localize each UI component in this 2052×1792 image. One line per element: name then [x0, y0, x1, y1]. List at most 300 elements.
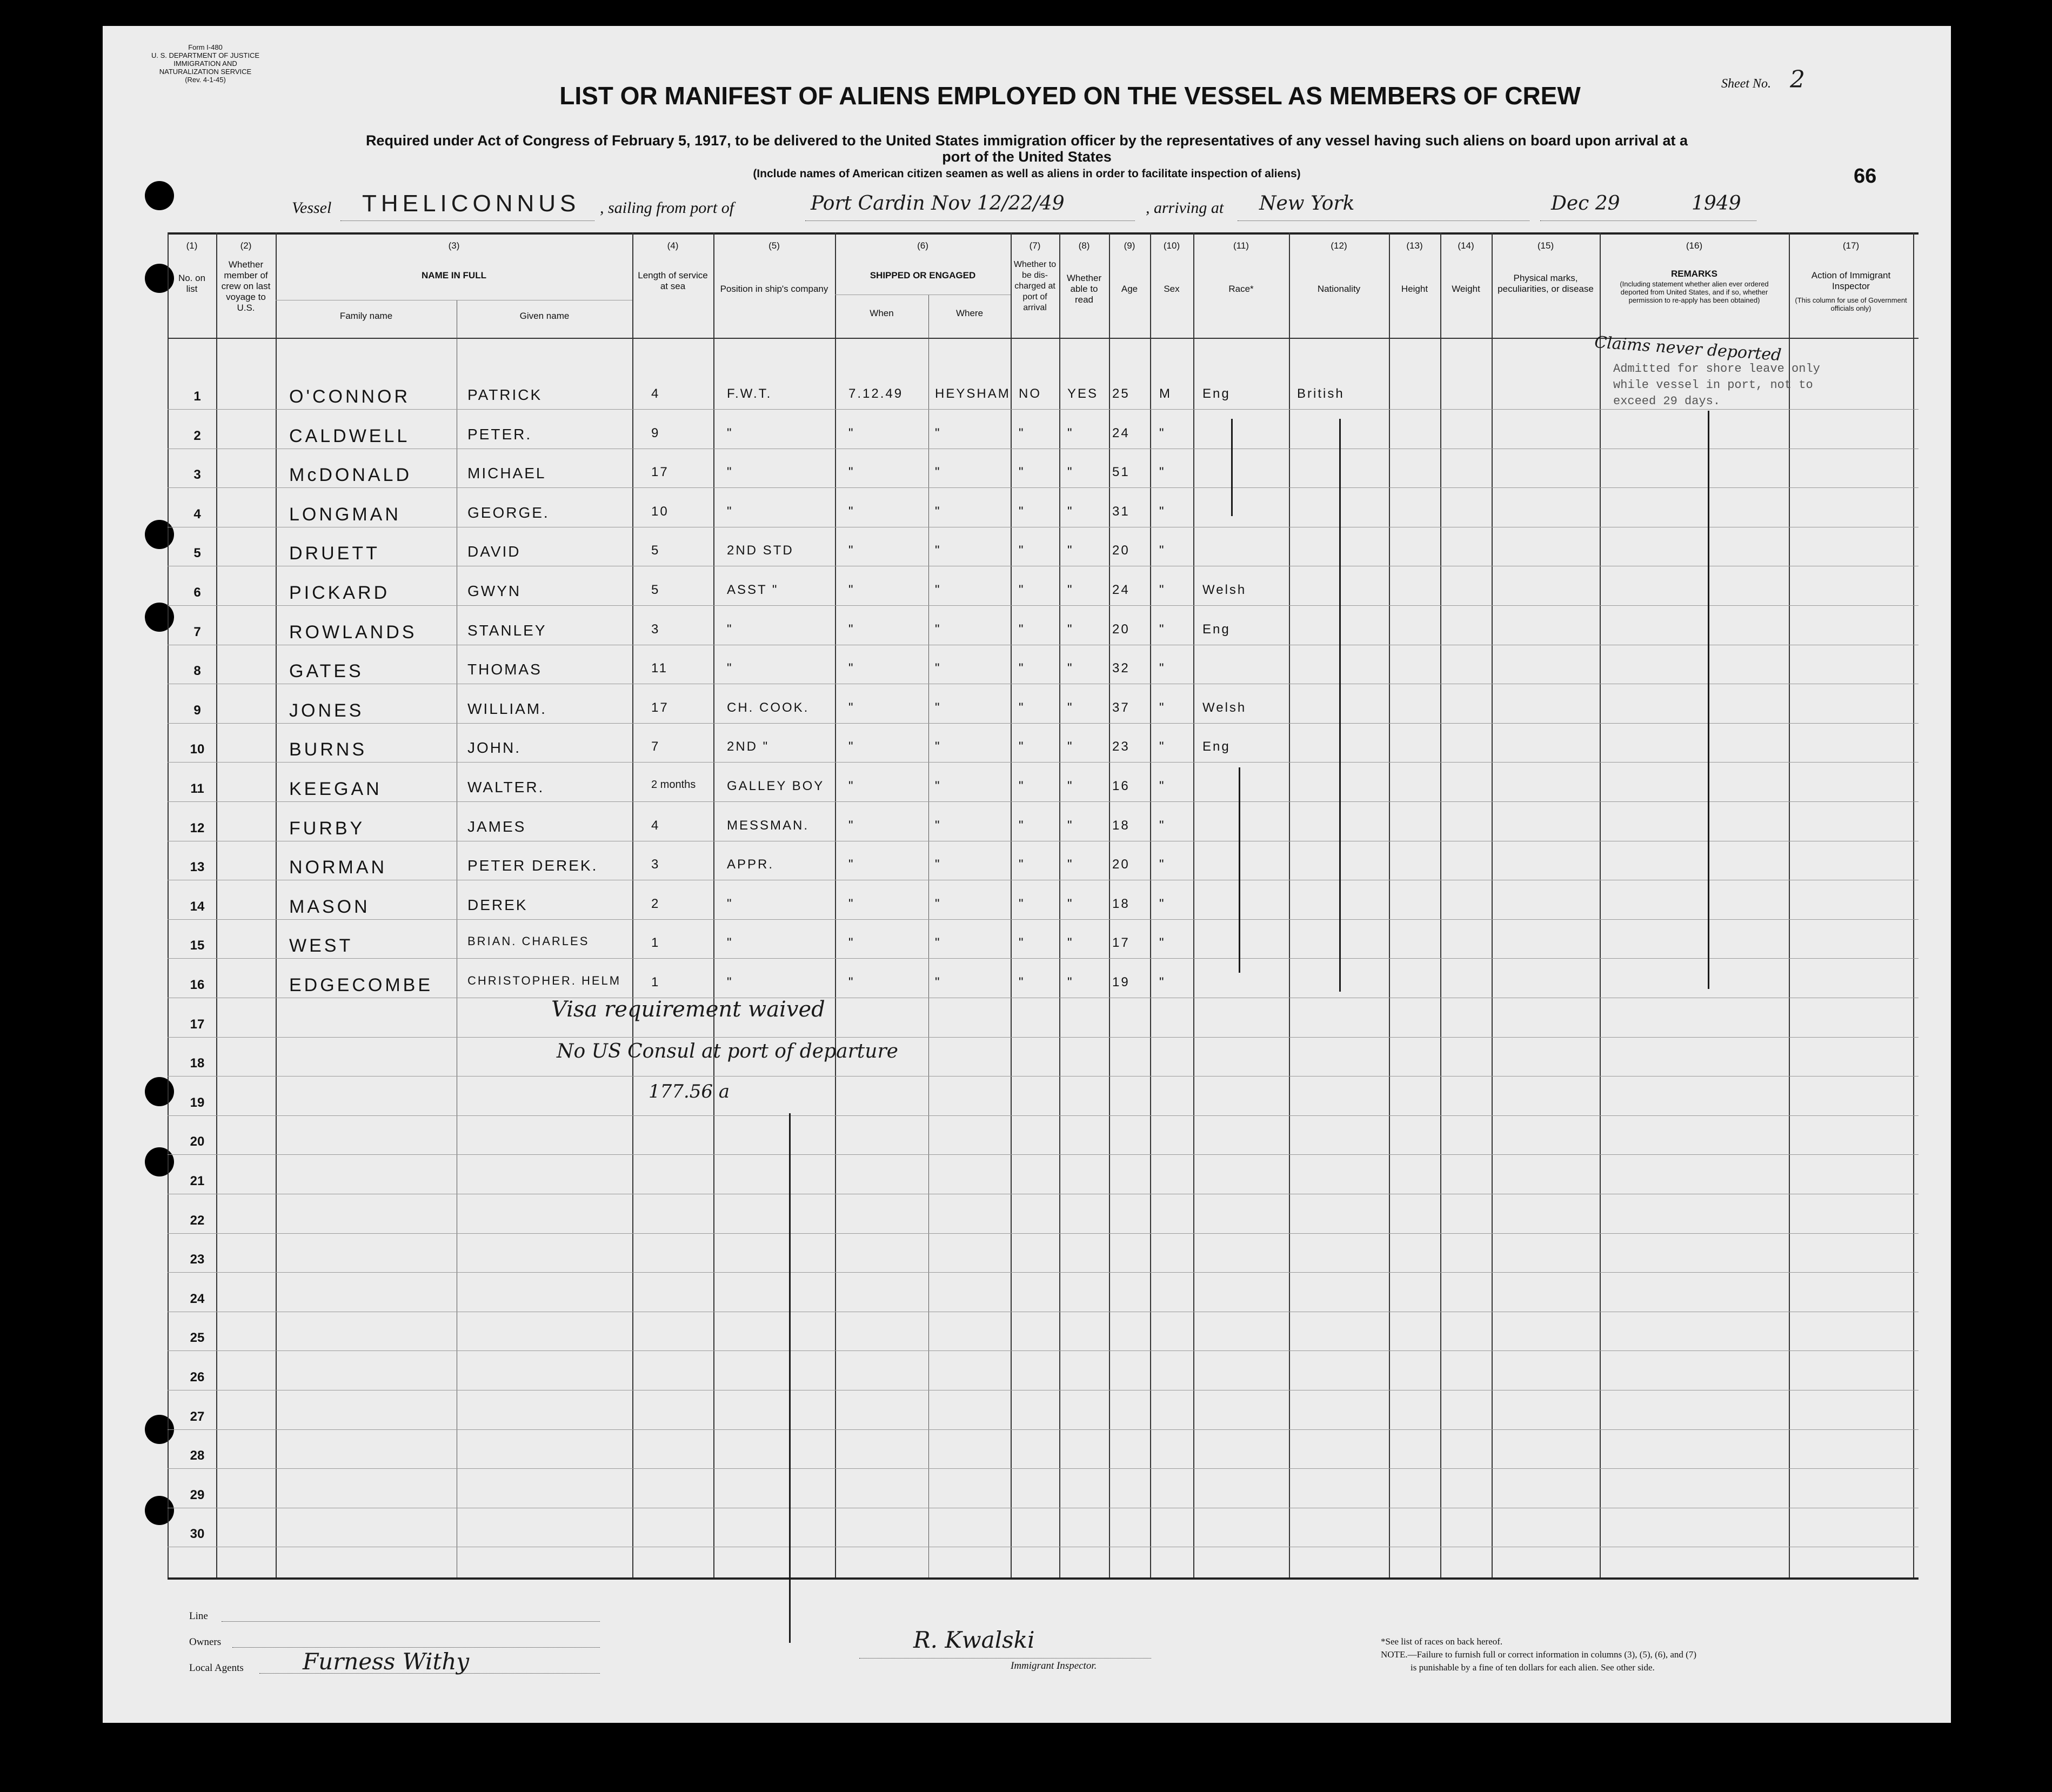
punch-hole	[145, 181, 174, 210]
crew-service-length: 1	[651, 975, 660, 989]
crew-shipped-when: "	[848, 425, 855, 440]
col-num-7: (7)	[1029, 240, 1041, 251]
crew-service-length: 5	[651, 543, 660, 558]
crew-age: 18	[1112, 818, 1130, 833]
crew-given-name: PETER DEREK.	[467, 857, 598, 874]
crew-sex: M	[1159, 386, 1172, 401]
crew-age: 51	[1112, 465, 1130, 480]
crew-family-name: WEST	[289, 935, 353, 957]
crew-sex: "	[1159, 700, 1166, 715]
row-number: 1	[193, 389, 201, 404]
row-rule	[168, 487, 1919, 488]
crew-family-name: O'CONNOR	[289, 386, 411, 407]
crew-position: 2ND "	[727, 739, 770, 754]
crew-discharged: "	[1019, 621, 1025, 637]
crew-given-name: PETER.	[467, 425, 532, 443]
crew-age: 18	[1112, 896, 1130, 911]
crew-discharged: "	[1019, 504, 1025, 519]
crew-shipped-when: "	[848, 465, 855, 480]
crew-sex: "	[1159, 935, 1166, 951]
annotation-consul: No US Consul at port of departure	[557, 1040, 898, 1062]
crew-shipped-when: "	[848, 779, 855, 793]
crew-able-to-read: "	[1067, 661, 1074, 676]
crew-position: CH. COOK.	[727, 700, 810, 715]
col-header-weight: Weight	[1452, 284, 1480, 294]
crew-sex: "	[1159, 739, 1166, 754]
crew-age: 17	[1112, 935, 1130, 951]
crew-shipped-where: "	[935, 425, 941, 440]
footer-note-3: is punishable by a fine of ten dollars for each alien. See other side.	[1411, 1662, 1655, 1673]
arriving-label: , arriving at	[1146, 199, 1224, 217]
crew-discharged: "	[1019, 818, 1025, 833]
footer-note-2: NOTE.—Failure to furnish full or correct information in columns (3), (5), (6), and (7)	[1381, 1649, 1696, 1660]
col-header-remarks-note: (Including statement whether alien ever ordered deported from United States, and if so, whether permission to re-apply has been obtained)	[1620, 280, 1769, 304]
crew-shipped-when: "	[848, 739, 855, 754]
crew-service-length: 1	[651, 935, 660, 951]
col-num-8: (8)	[1078, 240, 1090, 251]
crew-able-to-read: "	[1067, 739, 1074, 754]
crew-able-to-read: "	[1067, 935, 1074, 951]
col-num-15: (15)	[1537, 240, 1554, 251]
crew-sex: "	[1159, 504, 1166, 519]
date-underline	[1540, 220, 1756, 221]
crew-age: 19	[1112, 975, 1130, 989]
page-number: 66	[1854, 165, 1877, 188]
col-num-13: (13)	[1406, 240, 1423, 251]
crew-given-name: CHRISTOPHER. HELM	[467, 974, 621, 987]
departure-port: Port Cardin Nov 12/22/49	[811, 192, 1065, 215]
row-number: 28	[190, 1448, 205, 1463]
service: IMMIGRATION AND NATURALIZATION SERVICE	[159, 59, 252, 76]
crew-shipped-when: 7.12.49	[848, 386, 904, 401]
crew-age: 24	[1112, 425, 1130, 440]
crew-able-to-read: "	[1067, 779, 1074, 793]
crew-position: "	[727, 465, 733, 480]
crew-shipped-where: "	[935, 465, 941, 480]
column-rule	[835, 232, 836, 1577]
subtitle	[211, 132, 1843, 165]
crew-service-length: 7	[651, 739, 660, 754]
crew-age: 16	[1112, 779, 1130, 793]
crew-shipped-where: "	[935, 583, 941, 597]
crew-given-name: PATRICK	[467, 386, 543, 403]
crew-family-name: GATES	[289, 661, 364, 682]
col-header-no: No. on list	[178, 273, 206, 294]
col-header-given: Given name	[519, 311, 570, 321]
row-number: 7	[193, 624, 201, 639]
crew-service-length: 9	[651, 425, 660, 440]
crew-service-length: 10	[651, 504, 669, 519]
arrival-date: Dec 29	[1551, 192, 1620, 215]
crew-family-name: DRUETT	[289, 543, 380, 564]
column-rule	[1600, 232, 1601, 1577]
col-header-height: Height	[1401, 284, 1428, 294]
crew-service-length: 17	[651, 700, 669, 715]
department: U. S. DEPARTMENT OF JUSTICE	[151, 51, 260, 59]
crew-given-name: WILLIAM.	[467, 700, 547, 717]
col-header-read: Whether able to read	[1066, 273, 1102, 305]
col-num-1: (1)	[186, 240, 198, 251]
row-rule	[168, 1429, 1919, 1430]
crew-shipped-when: "	[848, 621, 855, 637]
subtitle-line-2: port of the United States	[942, 149, 1112, 165]
row-number: 11	[190, 781, 204, 796]
crew-given-name: GEORGE.	[467, 504, 550, 521]
crew-family-name: MASON	[289, 896, 370, 917]
crew-sex: "	[1159, 583, 1166, 597]
crew-shipped-where: "	[935, 739, 941, 754]
crew-age: 32	[1112, 661, 1130, 676]
column-rule	[276, 232, 277, 1577]
column-rule	[1389, 232, 1390, 1577]
crew-sex: "	[1159, 465, 1166, 480]
crew-position: APPR.	[727, 857, 774, 872]
crew-position: "	[727, 504, 733, 519]
remarks-stamp: Admitted for shore leave only while vessel in port, not to exceed 29 days.	[1613, 362, 1820, 408]
col-header-physical: Physical marks, peculiarities, or disease	[1498, 273, 1594, 294]
crew-shipped-when: "	[848, 661, 855, 676]
footer-owners-underline	[232, 1647, 600, 1648]
arrival-underline	[1238, 220, 1529, 221]
col-header-service: Length of service at sea	[638, 270, 708, 291]
row-number: 17	[190, 1017, 205, 1032]
row-rule	[168, 919, 1919, 920]
column-rule	[1109, 232, 1110, 1577]
crew-shipped-where: "	[935, 621, 941, 637]
row-number: 29	[190, 1487, 205, 1502]
crew-position: "	[727, 621, 733, 637]
col-num-9: (9)	[1124, 240, 1135, 251]
footer-owners-label: Owners	[189, 1636, 222, 1648]
row-number: 21	[190, 1174, 205, 1188]
row-rule	[168, 762, 1919, 763]
row-number: 8	[193, 664, 201, 679]
crew-nationality: British	[1297, 386, 1345, 401]
sheet-value: 2	[1789, 66, 1805, 93]
crew-shipped-when: "	[848, 583, 855, 597]
crew-family-name: NORMAN	[289, 857, 387, 878]
crew-race: Welsh	[1202, 700, 1247, 715]
col-header-action: Action of Immigrant Inspector	[1811, 270, 1891, 291]
column-rule	[216, 232, 217, 1577]
crew-family-name: EDGECOMBE	[289, 975, 433, 995]
crew-given-name: DAVID	[467, 543, 521, 560]
race-ditto-line	[1231, 419, 1233, 516]
crew-sex: "	[1159, 975, 1166, 989]
crew-shipped-when: "	[848, 975, 855, 989]
crew-age: 20	[1112, 621, 1130, 637]
col-num-3: (3)	[448, 240, 460, 251]
page-title: LIST OR MANIFEST OF ALIENS EMPLOYED ON THE VESSEL AS MEMBERS OF CREW	[559, 82, 1581, 110]
crew-family-name: PICKARD	[289, 583, 390, 603]
crew-given-name: THOMAS	[467, 661, 542, 678]
column-rule	[632, 232, 633, 1577]
col-num-12: (12)	[1331, 240, 1347, 251]
crew-service-length: 3	[651, 621, 660, 637]
crew-discharged: NO	[1019, 386, 1041, 401]
crew-discharged: "	[1019, 700, 1025, 715]
crew-shipped-where: "	[935, 975, 941, 989]
column-rule	[1011, 232, 1012, 1577]
col-header-nationality: Nationality	[1317, 284, 1361, 294]
col-header-last-voyage: Whether member of crew on last voyage to U.S.	[221, 259, 271, 313]
crew-race: Eng	[1202, 386, 1231, 401]
crew-able-to-read: YES	[1067, 386, 1099, 401]
nationality-ditto-line	[1339, 419, 1341, 992]
row-rule	[168, 1233, 1919, 1234]
vessel-name: THELICONNUS	[362, 190, 580, 217]
row-number: 9	[193, 703, 201, 718]
crew-shipped-when: "	[848, 857, 855, 872]
row-number: 16	[190, 978, 205, 992]
crew-age: 25	[1112, 386, 1130, 401]
row-number: 19	[190, 1095, 205, 1110]
form-number: Form I-480	[188, 43, 223, 51]
annotation-visa: Visa requirement waived	[551, 997, 825, 1022]
row-number: 13	[190, 860, 205, 875]
row-rule	[168, 1037, 1919, 1038]
subtitle-note: (Include names of American citizen seamen as well as aliens in order to facilitate inspection of aliens)	[753, 168, 1301, 180]
crew-discharged: "	[1019, 975, 1025, 989]
race-ditto-line-2	[1239, 767, 1240, 973]
crew-shipped-where: "	[935, 661, 941, 676]
crew-shipped-where: "	[935, 504, 941, 519]
row-rule	[168, 1115, 1919, 1116]
crew-service-length: 11	[651, 661, 668, 676]
column-rule	[1913, 232, 1914, 1577]
crew-able-to-read: "	[1067, 465, 1074, 480]
col-num-5: (5)	[768, 240, 780, 251]
column-rule	[713, 232, 714, 1577]
crew-discharged: "	[1019, 465, 1025, 480]
row-rule	[168, 1272, 1919, 1273]
crew-family-name: FURBY	[289, 818, 365, 839]
crew-shipped-when: "	[848, 935, 855, 951]
col-num-10: (10)	[1163, 240, 1180, 251]
col-num-11: (11)	[1233, 240, 1249, 251]
crew-position: 2ND STD	[727, 543, 794, 558]
row-number: 10	[190, 742, 205, 757]
crew-shipped-where: "	[935, 543, 941, 558]
crew-discharged: "	[1019, 543, 1025, 558]
sailing-label: , sailing from port of	[600, 199, 734, 217]
row-number: 18	[190, 1056, 205, 1071]
row-number: 12	[190, 820, 205, 835]
row-rule	[168, 1154, 1919, 1155]
footer-note-1: *See list of races on back hereof.	[1381, 1636, 1503, 1647]
crew-position: "	[727, 935, 733, 951]
revision: (Rev. 4-1-45)	[185, 76, 226, 84]
column-rule	[1440, 232, 1441, 1577]
row-number: 3	[193, 467, 201, 483]
crew-discharged: "	[1019, 425, 1025, 440]
footer-agents-label: Local Agents	[189, 1662, 244, 1674]
crew-able-to-read: "	[1067, 543, 1074, 558]
crew-age: 37	[1112, 700, 1130, 715]
crew-position: MESSMAN.	[727, 818, 810, 833]
inspector-label: Immigrant Inspector.	[1011, 1660, 1097, 1671]
row-number: 4	[193, 506, 201, 521]
col-header-position: Position in ship's company	[720, 284, 828, 294]
col-num-4: (4)	[667, 240, 679, 251]
crew-discharged: "	[1019, 779, 1025, 793]
row-number: 2	[193, 428, 201, 443]
column-rule	[1789, 232, 1790, 1577]
crew-service-length: 4	[651, 386, 660, 401]
sheet-label: Sheet No.	[1721, 77, 1771, 91]
row-number: 24	[190, 1291, 205, 1306]
crew-family-name: CALDWELL	[289, 425, 410, 446]
crew-given-name: GWYN	[467, 583, 522, 599]
col-header-sex: Sex	[1164, 284, 1180, 294]
crew-shipped-when: "	[848, 818, 855, 833]
col-header-remarks: REMARKS	[1671, 269, 1717, 279]
crew-sex: "	[1159, 818, 1166, 833]
crew-able-to-read: "	[1067, 818, 1074, 833]
crew-shipped-when: "	[848, 700, 855, 715]
form-identifier	[146, 43, 265, 84]
crew-discharged: "	[1019, 857, 1025, 872]
col-num-2: (2)	[240, 240, 252, 251]
crew-family-name: ROWLANDS	[289, 621, 417, 643]
column-rule	[1059, 232, 1060, 1577]
crew-position: "	[727, 661, 733, 676]
crew-discharged: "	[1019, 935, 1025, 951]
crew-given-name: WALTER.	[467, 779, 545, 795]
row-number: 14	[190, 899, 205, 914]
crew-family-name: BURNS	[289, 739, 367, 760]
crew-discharged: "	[1019, 896, 1025, 911]
crew-sex: "	[1159, 896, 1166, 911]
row-number: 15	[190, 938, 205, 953]
crew-family-name: McDONALD	[289, 465, 412, 486]
crew-race: Eng	[1202, 621, 1231, 637]
column-rule	[1193, 232, 1194, 1577]
port-underline	[805, 220, 1135, 221]
crew-given-name: BRIAN. CHARLES	[467, 934, 590, 948]
crew-shipped-when: "	[848, 504, 855, 519]
row-rule	[168, 1350, 1919, 1351]
crew-position: ASST "	[727, 583, 779, 597]
col-num-6: (6)	[917, 240, 928, 251]
crew-position: "	[727, 425, 733, 440]
crew-service-length: 3	[651, 857, 660, 872]
crew-given-name: JOHN.	[467, 739, 521, 757]
row-number: 30	[190, 1527, 205, 1542]
col-header-where: Where	[955, 308, 984, 318]
crew-shipped-where: "	[935, 857, 941, 872]
crew-sex: "	[1159, 779, 1166, 793]
col-header-family: Family name	[339, 311, 393, 321]
crew-discharged: "	[1019, 583, 1025, 597]
col-header-action-note: (This column for use of Government officials only)	[1795, 296, 1907, 312]
crew-race: Welsh	[1202, 583, 1247, 597]
crew-shipped-when: "	[848, 896, 855, 911]
crew-service-length: 4	[651, 818, 660, 833]
crew-shipped-where: "	[935, 896, 941, 911]
crew-shipped-where: "	[935, 818, 941, 833]
footer-agents-value: Furness Withy	[303, 1648, 470, 1675]
crew-service-length: 2	[651, 896, 660, 911]
crew-discharged: "	[1019, 661, 1025, 676]
inspector-underline	[859, 1658, 1151, 1659]
crew-shipped-where: "	[935, 779, 941, 793]
row-number: 23	[190, 1252, 205, 1267]
crew-shipped-where: "	[935, 700, 941, 715]
crew-sex: "	[1159, 621, 1166, 637]
arrival-port: New York	[1259, 192, 1355, 215]
crew-position: GALLEY BOY	[727, 779, 825, 793]
crew-able-to-read: "	[1067, 975, 1074, 989]
footer-line-label: Line	[189, 1610, 208, 1622]
crew-service-length: 17	[651, 465, 669, 480]
crew-table	[168, 232, 1919, 1580]
row-rule	[168, 1468, 1919, 1469]
crew-able-to-read: "	[1067, 700, 1074, 715]
row-number: 22	[190, 1213, 205, 1228]
crew-family-name: KEEGAN	[289, 779, 382, 799]
row-rule	[168, 958, 1919, 959]
crew-position: "	[727, 975, 733, 989]
remarks-ditto-line	[1708, 411, 1709, 989]
crew-sex: "	[1159, 425, 1166, 440]
annotation-code: 177.56 a	[649, 1081, 730, 1102]
row-number: 25	[190, 1330, 205, 1346]
row-number: 6	[193, 585, 201, 600]
crew-sex: "	[1159, 857, 1166, 872]
crew-service-length: 5	[651, 583, 660, 597]
crew-sex: "	[1159, 661, 1166, 676]
crew-able-to-read: "	[1067, 583, 1074, 597]
row-rule	[168, 605, 1919, 606]
crew-race: Eng	[1202, 739, 1231, 754]
crew-position: F.W.T.	[727, 386, 772, 401]
subtitle-line-1: Required under Act of Congress of February 5, 1917, to be delivered to the United States immigration officer by the representatives of any vessel having such aliens on board upon arrival at a	[365, 132, 1688, 149]
crew-age: 20	[1112, 857, 1130, 872]
crew-service-length: 2 months	[651, 779, 696, 791]
remarks-handwritten: Claims never deported	[1594, 332, 1782, 365]
column-rule	[1492, 232, 1493, 1577]
col-header-discharged: Whether to be dis-charged at port of arrival	[1013, 260, 1057, 312]
crew-age: 31	[1112, 504, 1130, 519]
row-number: 5	[193, 546, 201, 561]
crew-able-to-read: "	[1067, 621, 1074, 637]
crew-able-to-read: "	[1067, 425, 1074, 440]
row-rule	[168, 801, 1919, 802]
inspector-signature: R. Kwalski	[913, 1627, 1035, 1653]
crew-family-name: LONGMAN	[289, 504, 401, 525]
col-header-race: Race*	[1228, 284, 1254, 294]
col-header-name: NAME IN FULL	[422, 270, 486, 280]
crew-able-to-read: "	[1067, 504, 1074, 519]
annotation-line	[789, 1113, 791, 1643]
row-number: 20	[190, 1134, 205, 1149]
vessel-underline	[340, 220, 594, 221]
row-number: 27	[190, 1409, 205, 1424]
column-rule	[928, 295, 929, 1577]
col-header-age: Age	[1121, 284, 1138, 294]
col-header-when: When	[870, 308, 894, 318]
crew-shipped-where: HEYSHAM	[935, 386, 1011, 401]
col-num-14: (14)	[1458, 240, 1474, 251]
crew-age: 24	[1112, 583, 1130, 597]
crew-given-name: MICHAEL	[467, 465, 546, 482]
col-header-shipped: SHIPPED OR ENGAGED	[870, 270, 976, 280]
column-rule	[168, 232, 169, 1577]
crew-given-name: STANLEY	[467, 621, 547, 639]
crew-given-name: DEREK	[467, 896, 528, 913]
crew-age: 23	[1112, 739, 1130, 754]
